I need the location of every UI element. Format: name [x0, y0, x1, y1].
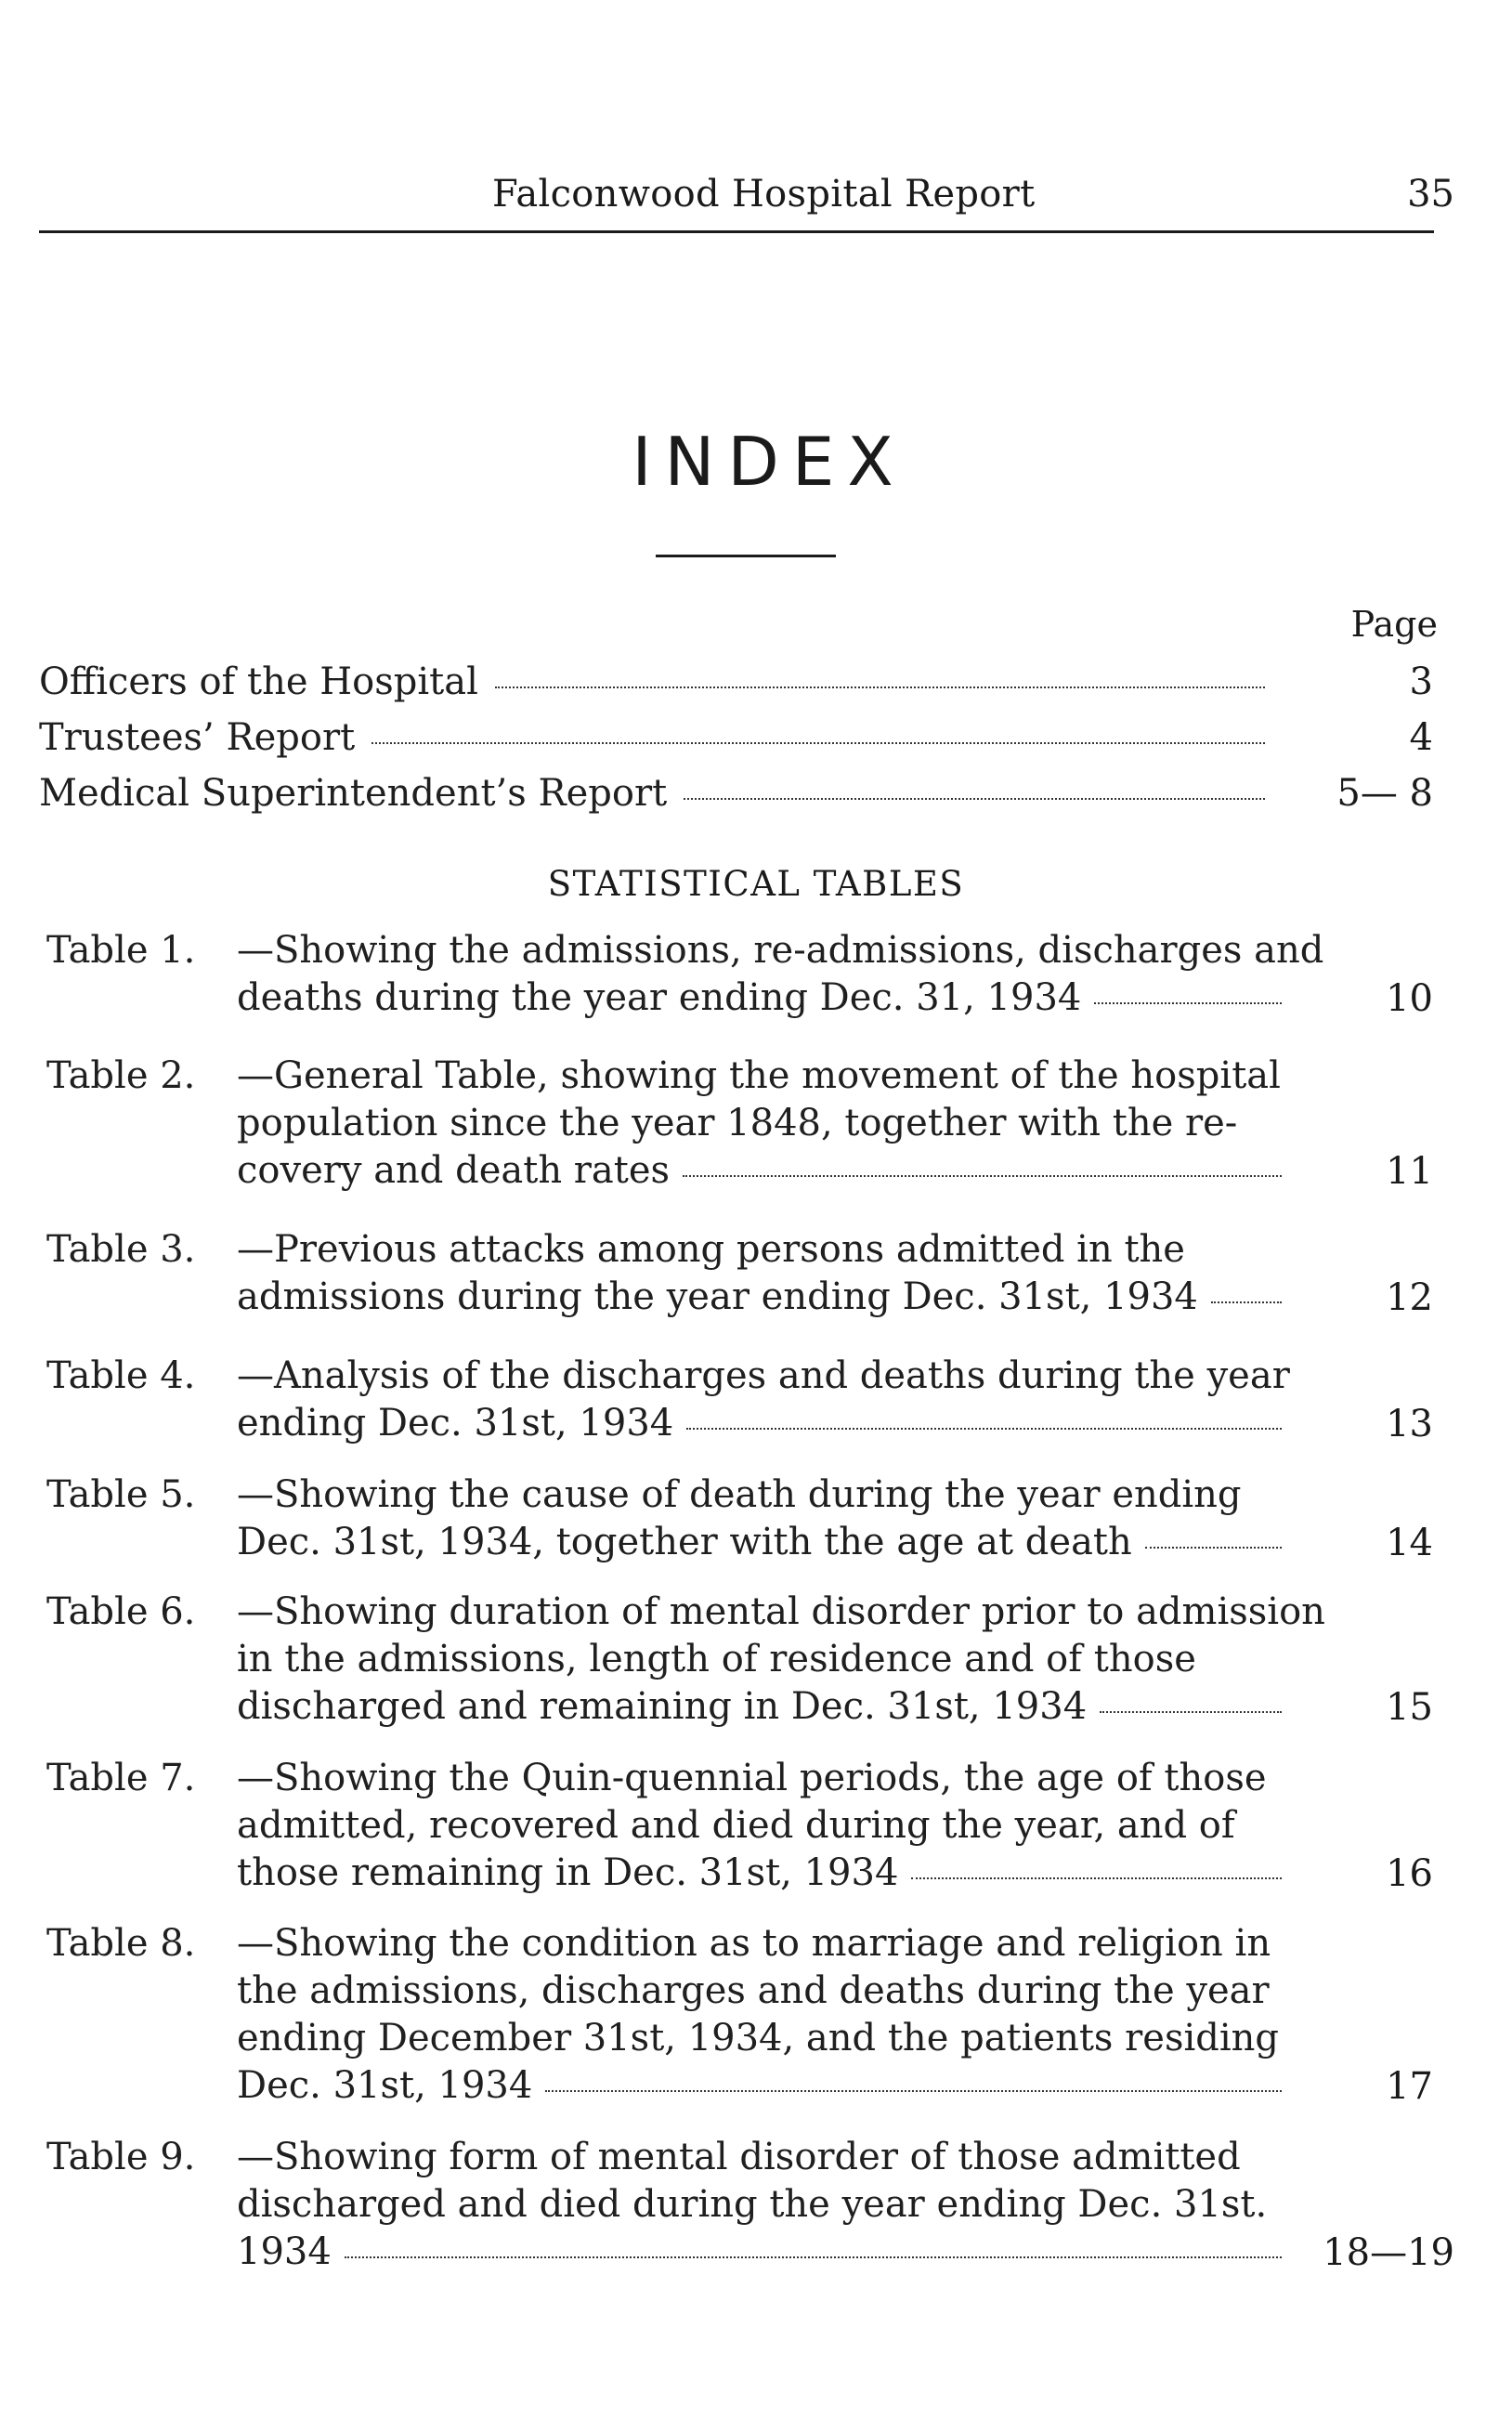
table-desc-line: —Showing form of mental disorder of those admitted — [237, 2136, 1241, 2178]
table-desc-line: 1934 — [237, 2230, 332, 2273]
table-desc-line: those remaining in Dec. 31st, 1934 — [237, 1851, 899, 1894]
dot-leader — [1145, 1547, 1282, 1549]
dot-leader — [545, 2090, 1282, 2092]
dot-leader — [683, 1175, 1282, 1177]
entry-page: 5— 8 — [1336, 772, 1433, 815]
table-desc-line: ending Dec. 31st, 1934 — [237, 1402, 674, 1445]
title-underline — [656, 555, 836, 557]
table-desc-line: admitted, recovered and died during the year, and of — [237, 1804, 1235, 1847]
entry-text: Trustees’ Report — [39, 716, 356, 759]
table-entry — [46, 1589, 1325, 1731]
dot-leader — [911, 1877, 1282, 1879]
table-page: 13 — [1386, 1403, 1433, 1445]
table-desc-line: —Analysis of the discharges and deaths during the year — [237, 1354, 1290, 1397]
dot-leader — [495, 686, 1265, 688]
table-page: 12 — [1386, 1276, 1433, 1319]
table-page: 14 — [1386, 1522, 1433, 1564]
table-entry — [46, 1920, 1282, 2110]
index-entry — [39, 658, 1274, 706]
table-label: Table 1. — [46, 929, 196, 972]
index-entry — [39, 769, 1274, 817]
dot-leader — [684, 798, 1265, 800]
entry-page: 3 — [1409, 660, 1433, 703]
table-page: 10 — [1386, 977, 1433, 1020]
table-page: 16 — [1386, 1852, 1433, 1895]
dot-leader — [1100, 1711, 1282, 1713]
table-desc-line: in the admissions, length of residence and of those — [237, 1638, 1196, 1680]
table-page: 17 — [1386, 2065, 1433, 2108]
table-label: Table 4. — [46, 1354, 196, 1397]
table-desc-line: ending December 31st, 1934, and the patients residing — [237, 2017, 1280, 2059]
table-desc-line: population since the year 1848, together with the re- — [237, 1102, 1238, 1144]
table-desc-line: deaths during the year ending Dec. 31, 1934 — [237, 976, 1082, 1019]
table-label: Table 8. — [46, 1922, 196, 1965]
table-entry — [46, 1226, 1282, 1321]
dot-leader — [686, 1428, 1282, 1430]
dot-leader — [1211, 1301, 1282, 1303]
table-desc-line: —Showing the condition as to marriage and religion in — [237, 1922, 1271, 1965]
entry-text: Medical Superintendent’s Report — [39, 772, 668, 815]
entry-text: Officers of the Hospital — [39, 660, 478, 703]
entry-page: 4 — [1409, 716, 1433, 759]
dot-leader — [371, 742, 1265, 744]
table-desc-line: —Previous attacks among persons admitted in the — [237, 1228, 1185, 1271]
table-label: Table 5. — [46, 1473, 196, 1516]
table-label: Table 7. — [46, 1757, 196, 1799]
table-entry — [46, 1053, 1282, 1195]
running-header-page-number: 35 — [1407, 173, 1454, 216]
section-heading: STATISTICAL TABLES — [547, 864, 965, 904]
table-entry — [46, 1755, 1282, 1897]
table-entry — [46, 1471, 1282, 1566]
table-page: 18—19 — [1323, 2231, 1454, 2274]
table-label: Table 9. — [46, 2136, 196, 2178]
table-entry — [46, 1353, 1290, 1447]
table-desc-line: admissions during the year ending Dec. 31st, 1934 — [237, 1275, 1198, 1318]
table-label: Table 3. — [46, 1228, 196, 1271]
table-desc-line: the admissions, discharges and deaths during the year — [237, 1969, 1270, 2012]
index-title: INDEX — [632, 423, 906, 501]
dot-leader — [345, 2256, 1282, 2258]
table-page: 15 — [1386, 1686, 1433, 1729]
table-desc-line: —Showing the admissions, re-admissions, discharges and — [237, 929, 1324, 972]
table-entry — [46, 927, 1324, 1022]
table-label: Table 6. — [46, 1590, 196, 1633]
page-column-label: Page — [1350, 604, 1438, 645]
table-desc-line: —General Table, showing the movement of the hospital — [237, 1054, 1281, 1097]
header-rule — [39, 230, 1434, 233]
table-desc-line: covery and death rates — [237, 1149, 671, 1192]
table-desc-line: Dec. 31st, 1934 — [237, 2064, 533, 2107]
table-desc-line: discharged and died during the year ending Dec. 31st. — [237, 2183, 1268, 2226]
index-entry — [39, 713, 1274, 762]
running-header-title: Falconwood Hospital Report — [492, 173, 1036, 216]
dot-leader — [1094, 1002, 1282, 1004]
table-label: Table 2. — [46, 1054, 196, 1097]
table-desc-line: —Showing duration of mental disorder prior to admission — [237, 1590, 1325, 1633]
table-page: 11 — [1386, 1150, 1433, 1193]
table-entry — [46, 2134, 1282, 2276]
table-desc-line: Dec. 31st, 1934, together with the age at death — [237, 1521, 1132, 1563]
table-desc-line: —Showing the cause of death during the year ending — [237, 1473, 1242, 1516]
table-desc-line: —Showing the Quin-quennial periods, the age of those — [237, 1757, 1267, 1799]
table-desc-line: discharged and remaining in Dec. 31st, 1934 — [237, 1685, 1088, 1728]
